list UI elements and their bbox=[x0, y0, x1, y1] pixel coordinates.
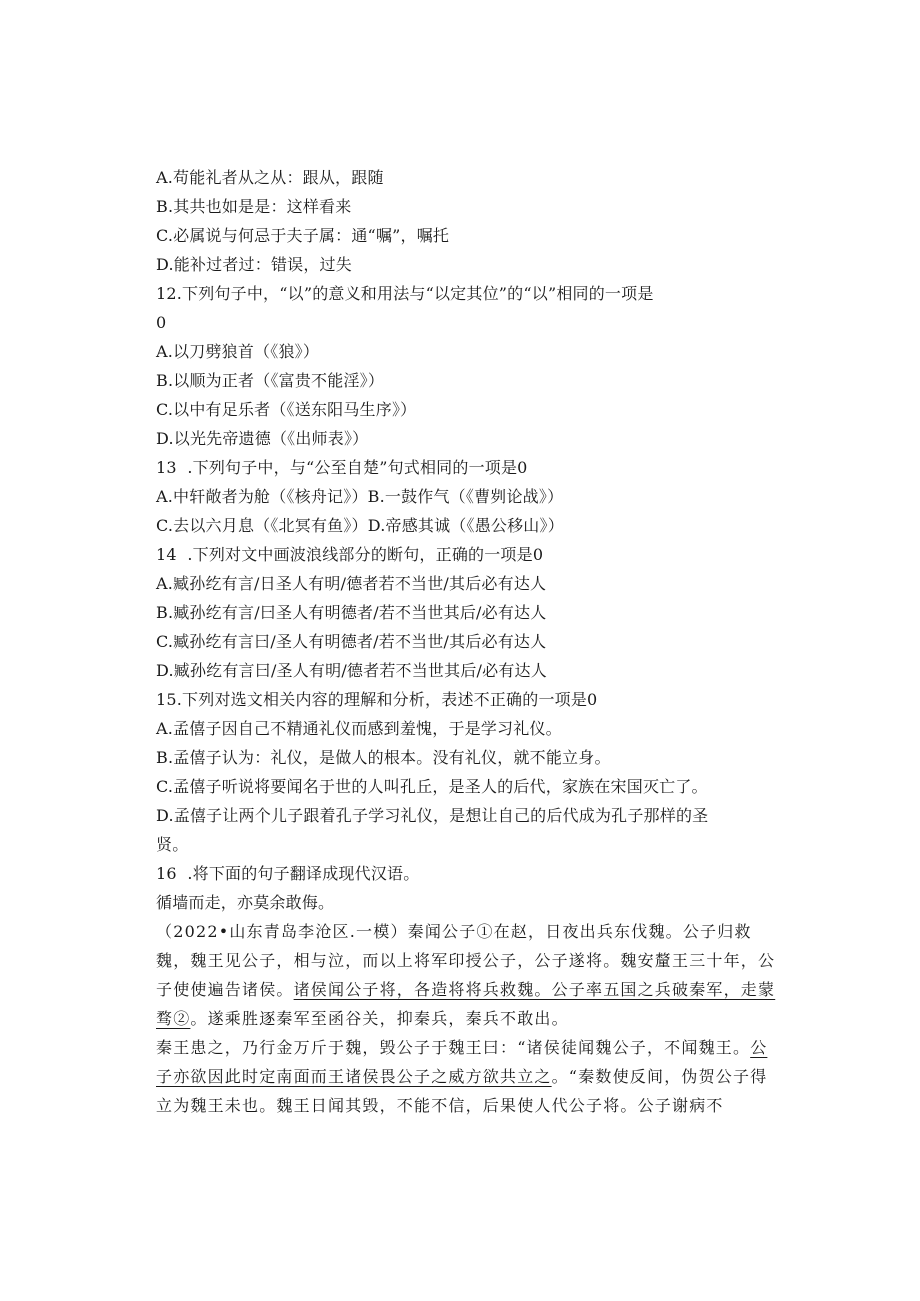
q13-options-cd: C.去以六月息（《北冥有鱼》）D.帝感其诚（《愚公移山》） bbox=[156, 516, 564, 535]
q16-stem: 16 .将下面的句子翻译成现代汉语。 bbox=[156, 864, 420, 883]
reading-passage bbox=[156, 917, 781, 1120]
q13-options-ab: A.中轩敞者为舱（《核舟记》）B.一鼓作气（《曹刿论战》） bbox=[156, 487, 564, 506]
q15-option-b: B.孟僖子认为：礼仪，是做人的根本。没有礼仪，就不能立身。 bbox=[156, 748, 611, 767]
q14-option-b: B.臧孙纥有言/曰圣人有明德者/若不当世其后/必有达人 bbox=[156, 603, 547, 622]
q12-stem: 12.下列句子中，“以”的意义和用法与“以定其位”的“以”相同的一项是 bbox=[156, 284, 654, 303]
question-16 bbox=[156, 859, 781, 917]
q14-option-c: C.臧孙纥有言曰/圣人有明德者/若不当世/其后必有达人 bbox=[156, 632, 547, 651]
q11-options bbox=[156, 163, 781, 279]
q13-stem: 13 .下列句子中，与“公至自楚”句式相同的一项是0 bbox=[156, 458, 528, 477]
q12-option-a: A.以刀劈狼首（《狼》） bbox=[156, 342, 320, 361]
q14-option-d: D.臧孙纥有言曰/圣人有明/德者若不当世其后/必有达人 bbox=[156, 661, 547, 680]
question-13 bbox=[156, 453, 781, 540]
q15-stem: 15.下列对选文相关内容的理解和分析，表述不正确的一项是0 bbox=[156, 690, 598, 709]
q12-option-b: B.以顺为正者（《富贵不能淫》） bbox=[156, 371, 385, 390]
question-14 bbox=[156, 540, 781, 685]
passage-paragraph-2 bbox=[156, 1033, 781, 1120]
passage-p1-text: （2022•山东青岛李沧区.一模）秦闻公子①在赵，日夜出兵东伐魏。公子归救魏，魏王见公子，相与泣，而以上将军印授公子，公子遂将。魏安釐王三十年，公子使使遍告诸侯。 bbox=[156, 922, 776, 999]
q11-option-c: C.必属说与何忌于夫子属：通“嘱”，嘱托 bbox=[156, 226, 450, 245]
q12-stem-blank: 0 bbox=[156, 313, 167, 332]
q11-option-a: A.苟能礼者从之从：跟从，跟随 bbox=[156, 168, 384, 187]
q15-option-a: A.孟僖子因自己不精通礼仪而感到羞愧，于是学习礼仪。 bbox=[156, 719, 562, 738]
passage-p2-underlined: 公子亦欲因此时定南面而王诸侯畏公子之威方欲共立之 bbox=[156, 1038, 768, 1086]
q14-stem: 14 .下列对文中画波浪线部分的断句，正确的一项是0 bbox=[156, 545, 544, 564]
q15-option-d-cont: 贤。 bbox=[156, 835, 189, 854]
question-15 bbox=[156, 685, 781, 859]
q12-option-c: C.以中有足乐者（《送东阳马生序》） bbox=[156, 400, 417, 419]
q16-sentence: 循墙而走，亦莫余敢侮。 bbox=[156, 893, 335, 912]
passage-p1-tail: 。遂乘胜逐秦军至函谷关，抑秦兵，秦兵不敢出。 bbox=[190, 1009, 569, 1028]
q12-option-d: D.以光先帝遗德（《出师表》） bbox=[156, 429, 369, 448]
q15-option-c: C.孟僖子听说将要闻名于世的人叫孔丘，是圣人的后代，家族在宋国灭亡了。 bbox=[156, 777, 708, 796]
q11-option-d: D.能补过者过：错误，过失 bbox=[156, 255, 352, 274]
q14-option-a: A.臧孙纥有言/日圣人有明/德者若不当世/其后必有达人 bbox=[156, 574, 547, 593]
question-12 bbox=[156, 279, 781, 453]
passage-p2-head: 秦王患之，乃行金万斤于魏，毁公子于魏王曰：“诸侯徒闻魏公子，不闻魏王。 bbox=[156, 1038, 751, 1057]
passage-p2-tail: 。“秦数使反间，伪贺公子得立为魏王未也。魏王日闻其毁，不能不信，后果使人代公子将。公子谢病不 bbox=[156, 1067, 768, 1115]
document-page bbox=[156, 163, 781, 1120]
passage-paragraph-1 bbox=[156, 917, 781, 1033]
q11-option-b: B.其共也如是是：这样看来 bbox=[156, 197, 352, 216]
q15-option-d: D.孟僖子让两个儿子跟着孔子学习礼仪，是想让自己的后代成为孔子那样的圣 bbox=[156, 806, 709, 825]
passage-p1-underlined: 诸侯闻公子将，各造将将兵救魏。公子率五国之兵破秦军，走蒙骛② bbox=[156, 980, 776, 1028]
